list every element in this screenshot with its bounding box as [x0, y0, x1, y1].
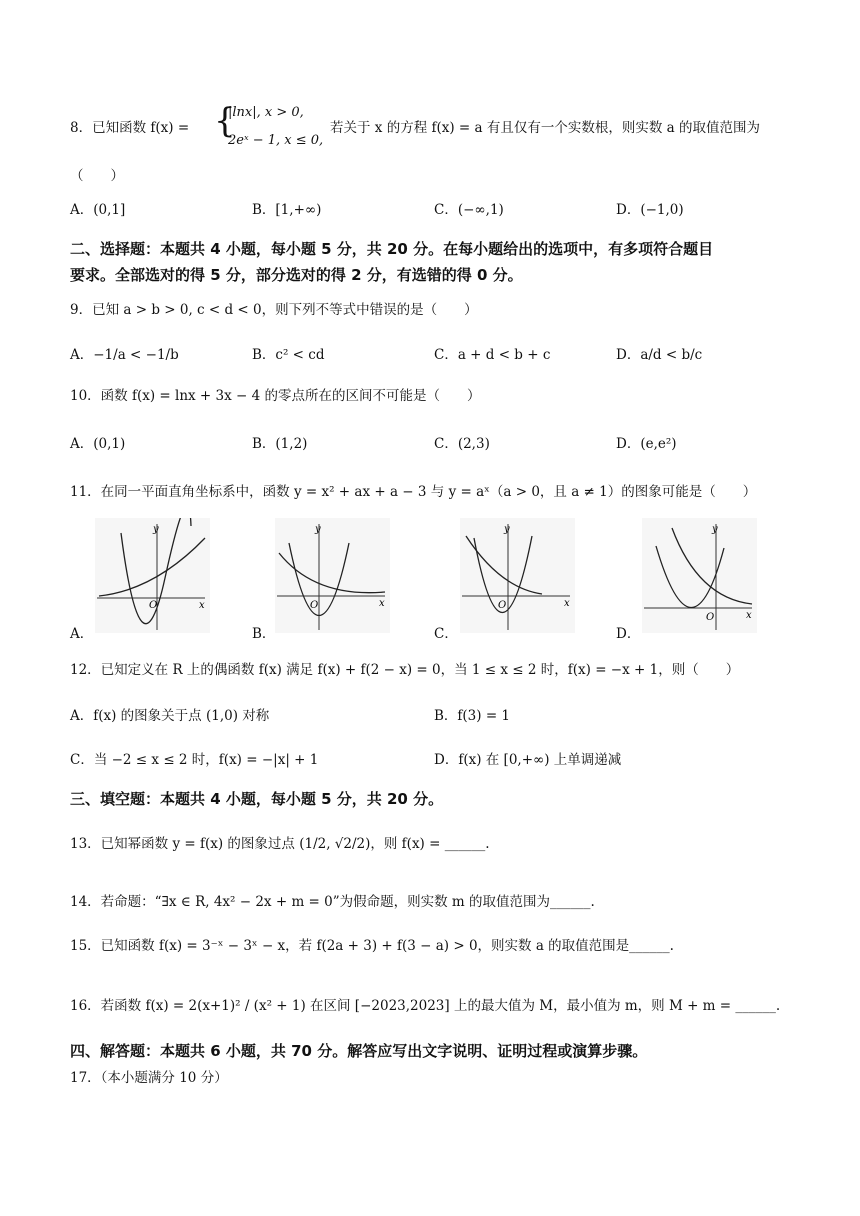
q12-option-a: A．f(x) 的图象关于点 (1,0) 对称	[70, 708, 270, 724]
q8-option-b: B．[1,+∞)	[252, 202, 322, 218]
q10-option-d: D．(e,e²)	[616, 436, 677, 452]
q8-option-d: D．(−1,0)	[616, 202, 684, 218]
q11-graph-d-origin: O	[706, 612, 715, 623]
q9-option-b: B．c² < cd	[252, 347, 325, 363]
q12-option-c: C．当 −2 ≤ x ≤ 2 时，f(x) = −|x| + 1	[70, 752, 319, 768]
q12-option-d: D．f(x) 在 [0,+∞) 上单调递减	[434, 752, 622, 768]
section2-line2: 要求。全部选对的得 5 分，部分选对的得 2 分，有选错的得 0 分。	[70, 266, 523, 284]
q17-stem: 17．（本小题满分 10 分）	[70, 1070, 228, 1086]
q11-graph-b-y-label: y	[315, 524, 321, 535]
q13-stem: 13．已知幂函数 y = f(x) 的图象过点 (1/2, √2/2)，则 f(x) = ______.	[70, 836, 490, 852]
q11-graph-a	[95, 518, 210, 633]
q15-stem: 15．已知函数 f(x) = 3⁻ˣ − 3ˣ − x，若 f(2a + 3) + f(3 − a) > 0，则实数 a 的取值范围是______.	[70, 938, 674, 954]
q10-option-b: B．(1,2)	[252, 436, 308, 452]
q11-label-c: C．	[434, 626, 458, 642]
q10-option-c: C．(2,3)	[434, 436, 490, 452]
q11-stem: 11．在同一平面直角坐标系中，函数 y = x² + ax + a − 3 与 y = aˣ（a > 0，且 a ≠ 1）的图象可能是（ ）	[70, 484, 757, 500]
q9-option-d: D．a/d < b/c	[616, 347, 703, 363]
q11-graph-b-origin: O	[310, 600, 319, 611]
section3-title: 三、填空题：本题共 4 小题，每小题 5 分，共 20 分。	[70, 790, 444, 808]
q11-graph-b-x-label: x	[379, 598, 385, 609]
q8-brace: {	[214, 101, 236, 141]
q11-graph-a-origin: O	[149, 600, 158, 611]
section4-title: 四、解答题：本题共 6 小题，共 70 分。解答应写出文字说明、证明过程或演算步骤。	[70, 1042, 648, 1060]
q8-paren: （ ）	[70, 168, 124, 184]
q11-label-a: A．	[70, 626, 94, 642]
q9-stem: 9．已知 a > b > 0, c < d < 0，则下列不等式中错误的是（ ）	[70, 302, 478, 318]
q11-graph-c-y-label: y	[504, 524, 510, 535]
q10-stem: 10．函数 f(x) = lnx + 3x − 4 的零点所在的区间不可能是（ ）	[70, 388, 481, 404]
q11-graph-b	[275, 518, 390, 633]
q16-stem: 16．若函数 f(x) = 2(x+1)² / (x² + 1) 在区间 [−2023,2023] 上的最大值为 M，最小值为 m，则 M + m = ______.	[70, 998, 781, 1014]
q11-graph-d-x-label: x	[746, 610, 752, 621]
q8-piece-1: |lnx|, x > 0,	[228, 105, 304, 120]
q11-label-d: D．	[616, 626, 641, 642]
q8-stem-pre: 8．已知函数 f(x) =	[70, 120, 190, 136]
q11-graph-c	[460, 518, 575, 633]
q12-stem: 12．已知定义在 R 上的偶函数 f(x) 满足 f(x) + f(2 − x) = 0，当 1 ≤ x ≤ 2 时，f(x) = −x + 1，则（ ）	[70, 662, 740, 678]
q8-option-c: C．(−∞,1)	[434, 202, 504, 218]
q9-option-c: C．a + d < b + c	[434, 347, 551, 363]
q11-graph-a-y-label: y	[153, 524, 159, 535]
q11-graph-a-x-label: x	[199, 600, 205, 611]
q9-option-a: A．−1/a < −1/b	[70, 347, 179, 363]
q11-graph-c-x-label: x	[564, 598, 570, 609]
q11-label-b: B．	[252, 626, 276, 642]
q11-graph-d-y-label: y	[712, 524, 718, 535]
q11-graph-d	[642, 518, 757, 633]
q8-piece-2: 2eˣ − 1, x ≤ 0,	[228, 133, 324, 148]
q12-option-b: B．f(3) = 1	[434, 708, 511, 724]
section2-line1: 二、选择题：本题共 4 小题，每小题 5 分，共 20 分。在每小题给出的选项中，有多项符合题目	[70, 240, 714, 258]
q14-stem: 14．若命题：“∃x ∈ R, 4x² − 2x + m = 0”为假命题，则实数 m 的取值范围为______.	[70, 894, 595, 910]
q10-option-a: A．(0,1)	[70, 436, 126, 452]
q11-graph-c-origin: O	[498, 600, 507, 611]
q8-stem-post: 若关于 x 的方程 f(x) = a 有且仅有一个实数根，则实数 a 的取值范围为	[330, 120, 760, 136]
q8-option-a: A．(0,1]	[70, 202, 126, 218]
